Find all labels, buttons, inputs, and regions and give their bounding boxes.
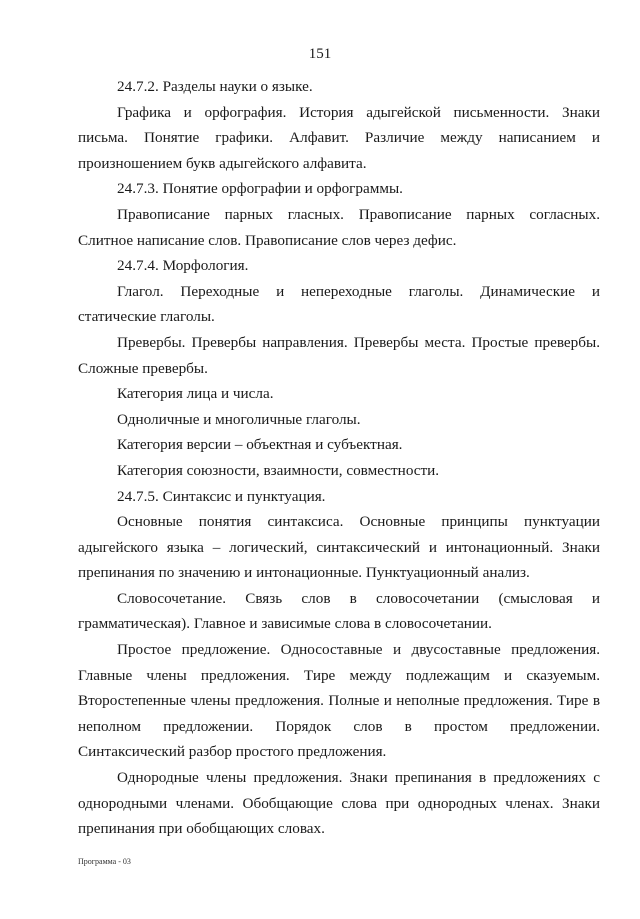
paragraph-personal-verbs: Одноличные и многоличные глаголы.: [117, 410, 361, 428]
paragraph-preverbs: Превербы. Превербы направления. Превербы места. Простые превербы. Сложные превербы.: [78, 333, 600, 377]
paragraph-spelling: Правописание парных гласных. Правописание парных согласных. Слитное написание слов. Правописание слов через дефис.: [78, 205, 600, 249]
footer-note: Программа - 03: [78, 857, 131, 866]
paragraph-conjunctivity: Категория союзности, взаимности, совместности.: [117, 461, 440, 479]
document-body: [78, 74, 600, 842]
paragraph-graphics-orthography: Графика и орфография. История адыгейской письменности. Знаки письма. Понятие графики. Алфавит. Различие между написанием и произношением букв адыгейского алфавита.: [78, 103, 600, 172]
paragraph-phrase: Словосочетание. Связь слов в словосочетании (смысловая и грамматическая). Главное и зависимые слова в словосочетании.: [78, 589, 600, 633]
paragraph-simple-sentence: Простое предложение. Односоставные и двусоставные предложения. Главные члены предложения. Тире между подлежащим и сказуемым. Второстепенные члены предложения. Полные и неполные предложения. Тире в неполном предложении. Порядок слов в простом предложении. Синтаксический разбор простого предложения.: [78, 641, 600, 761]
page-number: 151: [308, 46, 332, 62]
section-heading-24-7-2: 24.7.2. Разделы науки о языке.: [117, 78, 313, 95]
paragraph-homogeneous-members: Однородные члены предложения. Знаки препинания в предложениях с однородными членами. Обобщающие слова при однородных членах. Знаки препинания при обобщающих словах.: [78, 769, 600, 838]
paragraph-verb: Глагол. Переходные и непереходные глаголы. Динамические и статические глаголы.: [78, 282, 600, 326]
section-heading-24-7-4: 24.7.4. Морфология.: [117, 257, 249, 275]
section-heading-24-7-5: 24.7.5. Синтаксис и пунктуация.: [117, 487, 326, 505]
section-heading-24-7-3: 24.7.3. Понятие орфографии и орфограммы.: [117, 180, 403, 198]
paragraph-version: Категория версии – объектная и субъектная.: [117, 436, 403, 454]
paragraph-syntax-basics: Основные понятия синтаксиса. Основные принципы пунктуации адыгейского языка – логический, синтаксический и интонационный. Знаки препинания по значению и интонационные. Пунктуационный анализ.: [78, 513, 600, 582]
paragraph-person-number: Категория лица и числа.: [117, 385, 274, 403]
